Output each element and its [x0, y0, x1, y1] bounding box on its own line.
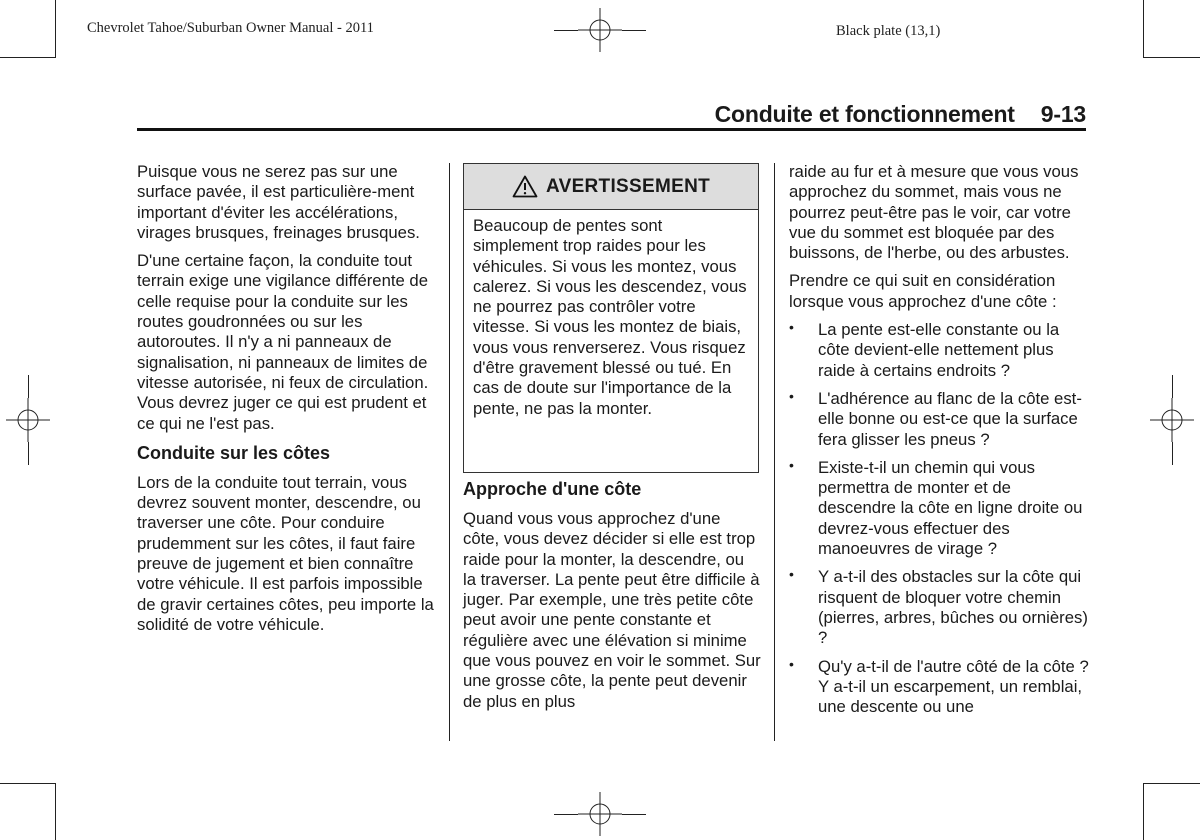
print-header-right: Black plate (13,1)	[836, 23, 941, 39]
paragraph: Prendre ce qui suit en considération lorsque vous approchez d'une côte :	[789, 271, 1057, 311]
column-1	[137, 162, 439, 643]
column-divider	[449, 163, 450, 741]
registration-mark-icon	[578, 792, 622, 836]
bullet-icon: •	[789, 566, 794, 583]
registration-tick	[554, 30, 578, 31]
page-header	[715, 101, 1086, 128]
registration-tick	[1172, 442, 1173, 465]
crop-mark	[0, 57, 55, 58]
crop-mark	[1144, 783, 1200, 784]
paragraph: Puisque vous ne serez pas sur une surface pavée, il est particulière-ment important d'éviter les accélérations, virages brusques, freinages brusques.	[137, 162, 420, 242]
registration-mark-icon	[578, 8, 622, 52]
registration-tick	[28, 442, 29, 465]
warning-header	[464, 164, 758, 210]
paragraph: D'une certaine façon, la conduite tout terrain exige une vigilance différente de celle requise pour la conduite sur les routes goudronnées ou sur les autoroutes. Il n'y a ni panneaux de signalisation, ni panneaux de limites de vitesse autorisée, ni feux de circulation. Vous devrez juger ce qui est prudent et ce qui ne l'est pas.	[137, 251, 429, 433]
list-item: • Existe-t-il un chemin qui vous permettra de monter et de descendre la côte en ligne droite ou devrez-vous effectuer des manoeuvres de virage ?	[789, 456, 1083, 559]
registration-tick	[1172, 375, 1173, 398]
bullet-icon: •	[789, 456, 794, 473]
crop-mark	[55, 783, 56, 840]
paragraph: Lors de la conduite tout terrain, vous devrez souvent monter, descendre, ou traverser une côte. Pour conduire prudemment sur les côtes, il faut faire preuve de jugement et bien connaître votre véhicule. Il est parfois impossible de gravir certaines côtes, peu importe la solidité de votre véhicule.	[137, 472, 434, 634]
crop-mark	[1143, 0, 1144, 58]
subheading: Approche d'une côte	[463, 479, 642, 499]
paragraph: Quand vous vous approchez d'une côte, vous devez décider si elle est trop raide pour la monter, la descendre, ou la traverser. La pente peut être difficile à juger. Par exemple, une très petite côte peut avoir une pente constante et régulière avec une élévation si minime que vous pouvez en voir le sommet. Sur une grosse côte, la pente peut devenir de plus en plus	[463, 509, 761, 711]
header-rule	[137, 128, 1086, 131]
column-divider	[774, 163, 775, 741]
registration-tick	[554, 814, 578, 815]
warning-text: Beaucoup de pentes sont simplement trop raides pour les véhicules. Si vous les montez, vous calerez. Si vous les descendez, vous ne pourrez pas contrôler votre vitesse. Si vous les montez de biais, vous vous renverserez. Vous risquez d'être gravement blessé ou tué. En cas de doute sur l'importance de la pente, ne pas la monter.	[473, 216, 747, 418]
crop-mark	[55, 0, 56, 58]
bullet-icon: •	[789, 655, 794, 672]
section-title: Conduite et fonctionnement	[714, 101, 1015, 127]
list-item: • Y a-t-il des obstacles sur la côte qui risquent de bloquer votre chemin (pierres, arbres, bûches ou ornières) ?	[789, 566, 1088, 648]
registration-tick	[622, 814, 646, 815]
registration-mark-icon	[6, 398, 50, 442]
bullet-list	[789, 320, 1089, 717]
column-3	[789, 162, 1089, 725]
registration-mark-icon	[1150, 398, 1194, 442]
registration-tick	[622, 30, 646, 31]
paragraph: raide au fur et à mesure que vous vous approchez du sommet, mais vous ne pourrez peut-être pas le voir, car votre vue du sommet est bloquée par des buissons, de l'herbe, ou des arbustes.	[789, 162, 1079, 263]
crop-mark	[1144, 57, 1200, 58]
print-header-left: Chevrolet Tahoe/Suburban Owner Manual - 2011	[87, 20, 374, 36]
crop-mark	[1143, 783, 1144, 840]
column-2	[463, 474, 761, 720]
list-item: • L'adhérence au flanc de la côte est-elle bonne ou est-ce que la surface fera glisser les pneus ?	[789, 387, 1082, 449]
list-item: • Qu'y a-t-il de l'autre côté de la côte ? Y a-t-il un escarpement, un remblai, une descente ou une	[789, 655, 1089, 717]
subheading: Conduite sur les côtes	[137, 442, 331, 463]
registration-tick	[28, 375, 29, 398]
warning-box	[463, 163, 759, 473]
list-item: • La pente est-elle constante ou la côte devient-elle nettement plus raide à certains endroits ?	[789, 319, 1060, 380]
warning-triangle-icon	[512, 175, 538, 198]
crop-mark	[0, 783, 55, 784]
bullet-icon: •	[789, 319, 794, 336]
page-number: 9-13	[1040, 101, 1086, 127]
bullet-icon: •	[789, 387, 794, 404]
warning-title: AVERTISSEMENT	[545, 175, 710, 197]
